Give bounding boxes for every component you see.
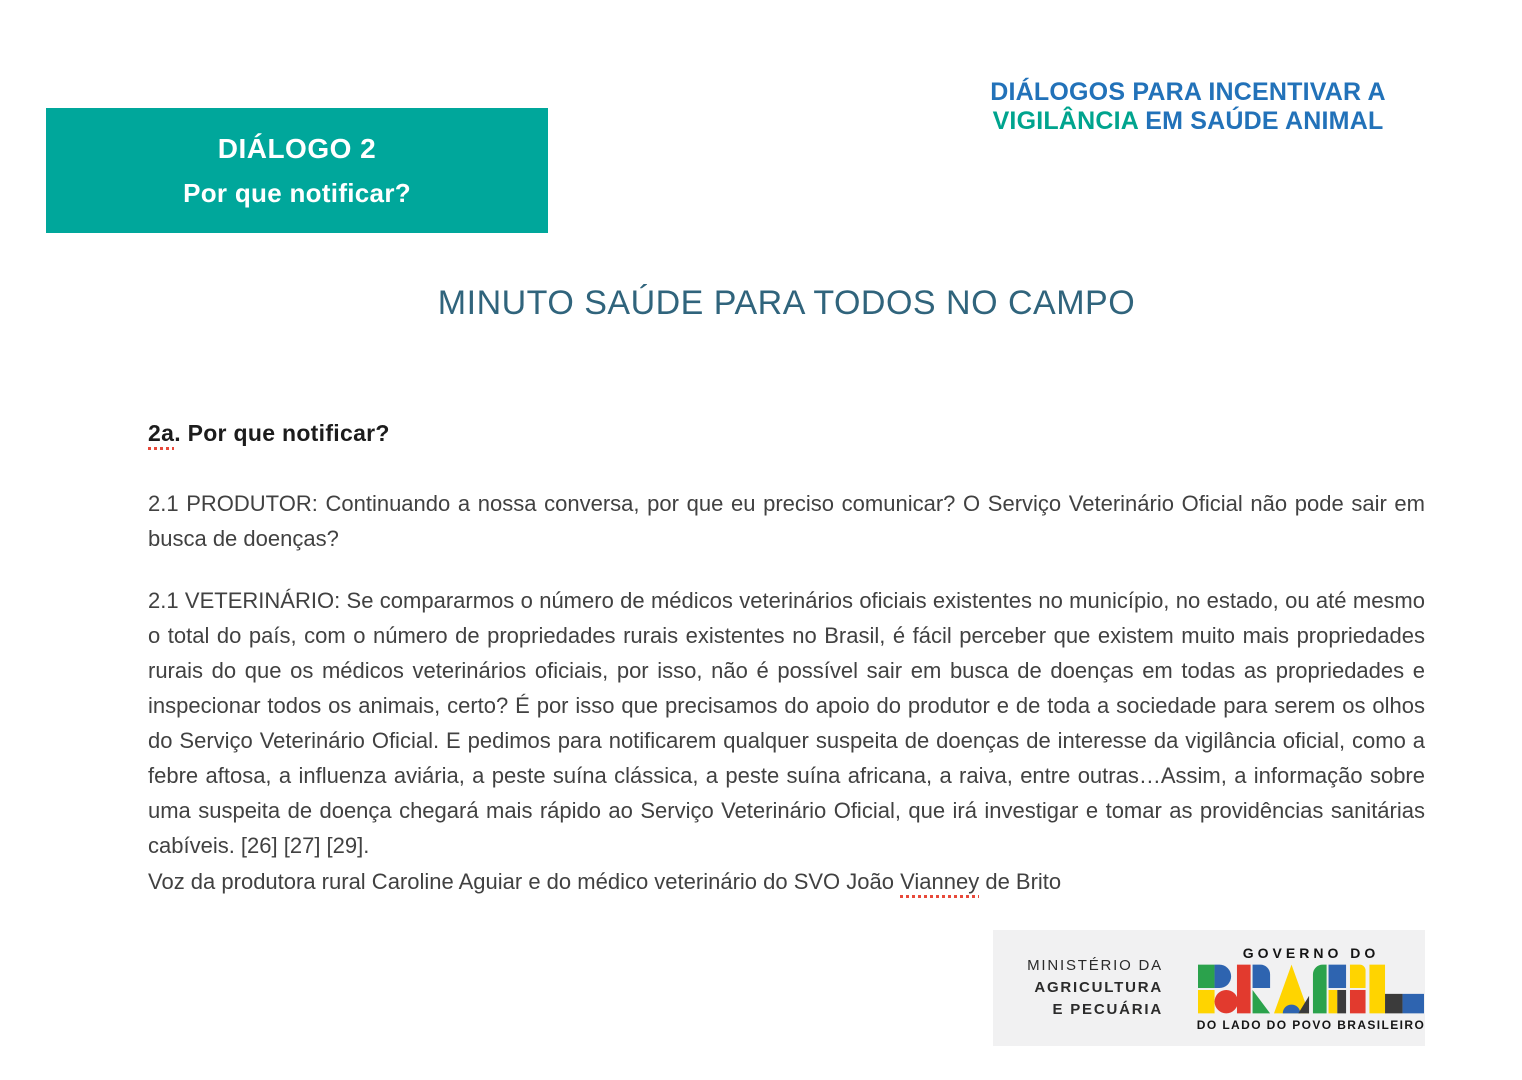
- dialog-banner-title: DIÁLOGO 2: [217, 132, 377, 164]
- voice-credit-prefix: Voz da produtora rural Caroline Aguiar e do médico veterinário do SVO João: [148, 869, 901, 894]
- governo-do-label: GOVERNO DO: [1242, 944, 1380, 961]
- section-heading: [148, 420, 390, 447]
- governo-do-brasil-logo: [1197, 945, 1425, 1032]
- ministry-line-1: MINISTÉRIO DA: [1027, 957, 1163, 974]
- voice-credit: [148, 864, 1425, 899]
- program-header: [978, 78, 1398, 136]
- voice-credit-suffix: de Brito: [979, 869, 1062, 894]
- veterinarian-paragraph: 2.1 VETERINÁRIO: Se compararmos o número de médicos veterinários oficiais existentes no município, no estado, ou até mesmo o total do país, com o número de propriedades rurais existentes no Brasil, é fácil perceber que existem muito mais propriedades rurais do que os médicos veterinários oficiais, por isso, não é possível sair em busca de doenças em todas as propriedades e inspecionar todos os animais, certo? É por isso que precisamos do apoio do produtor e de toda a sociedade para serem os olhos do Serviço Veterinário Oficial. E pedimos para notificarem qualquer suspeita de doenças de interesse da vigilância oficial, como a febre aftosa, a influenza aviária, a peste suína clássica, a peste suína africana, a raiva, entre outras…Assim, a informação sobre uma suspeita de doença chegará mais rápido ao Serviço Veterinário Oficial, que irá investigar e tomar as providências sanitárias cabíveis. [26] [27] [29].: [148, 588, 1425, 858]
- page-title: MINUTO SAÚDE PARA TODOS NO CAMPO: [437, 284, 1136, 322]
- ministry-line-2: AGRICULTURA: [1034, 979, 1163, 996]
- governo-tagline: DO LADO DO POVO BRASILEIRO: [1196, 1017, 1426, 1032]
- program-header-line2-rest: EM SAÚDE ANIMAL: [1138, 107, 1384, 135]
- section-heading-text: . Por que notificar?: [174, 420, 390, 446]
- program-header-highlight: VIGILÂNCIA: [992, 107, 1139, 135]
- ministry-line-3: E PECUÁRIA: [1052, 1001, 1163, 1018]
- dialog-banner: [46, 108, 548, 233]
- section-heading-number: 2a: [148, 420, 175, 446]
- government-logo-block: [993, 930, 1425, 1046]
- program-header-line2: [978, 107, 1398, 136]
- program-header-line1: DIÁLOGOS PARA INCENTIVAR A: [990, 78, 1386, 106]
- ministry-name: [1005, 955, 1163, 1021]
- brasil-wordmark-icon: [1198, 964, 1424, 1014]
- voice-credit-flagged-word: Vianney: [900, 869, 980, 894]
- dialog-banner-subtitle: Por que notificar?: [183, 177, 411, 208]
- producer-paragraph: 2.1 PRODUTOR: Continuando a nossa conversa, por que eu preciso comunicar? O Serviço Veterinário Oficial não pode sair em busca de doenças?: [148, 491, 1425, 551]
